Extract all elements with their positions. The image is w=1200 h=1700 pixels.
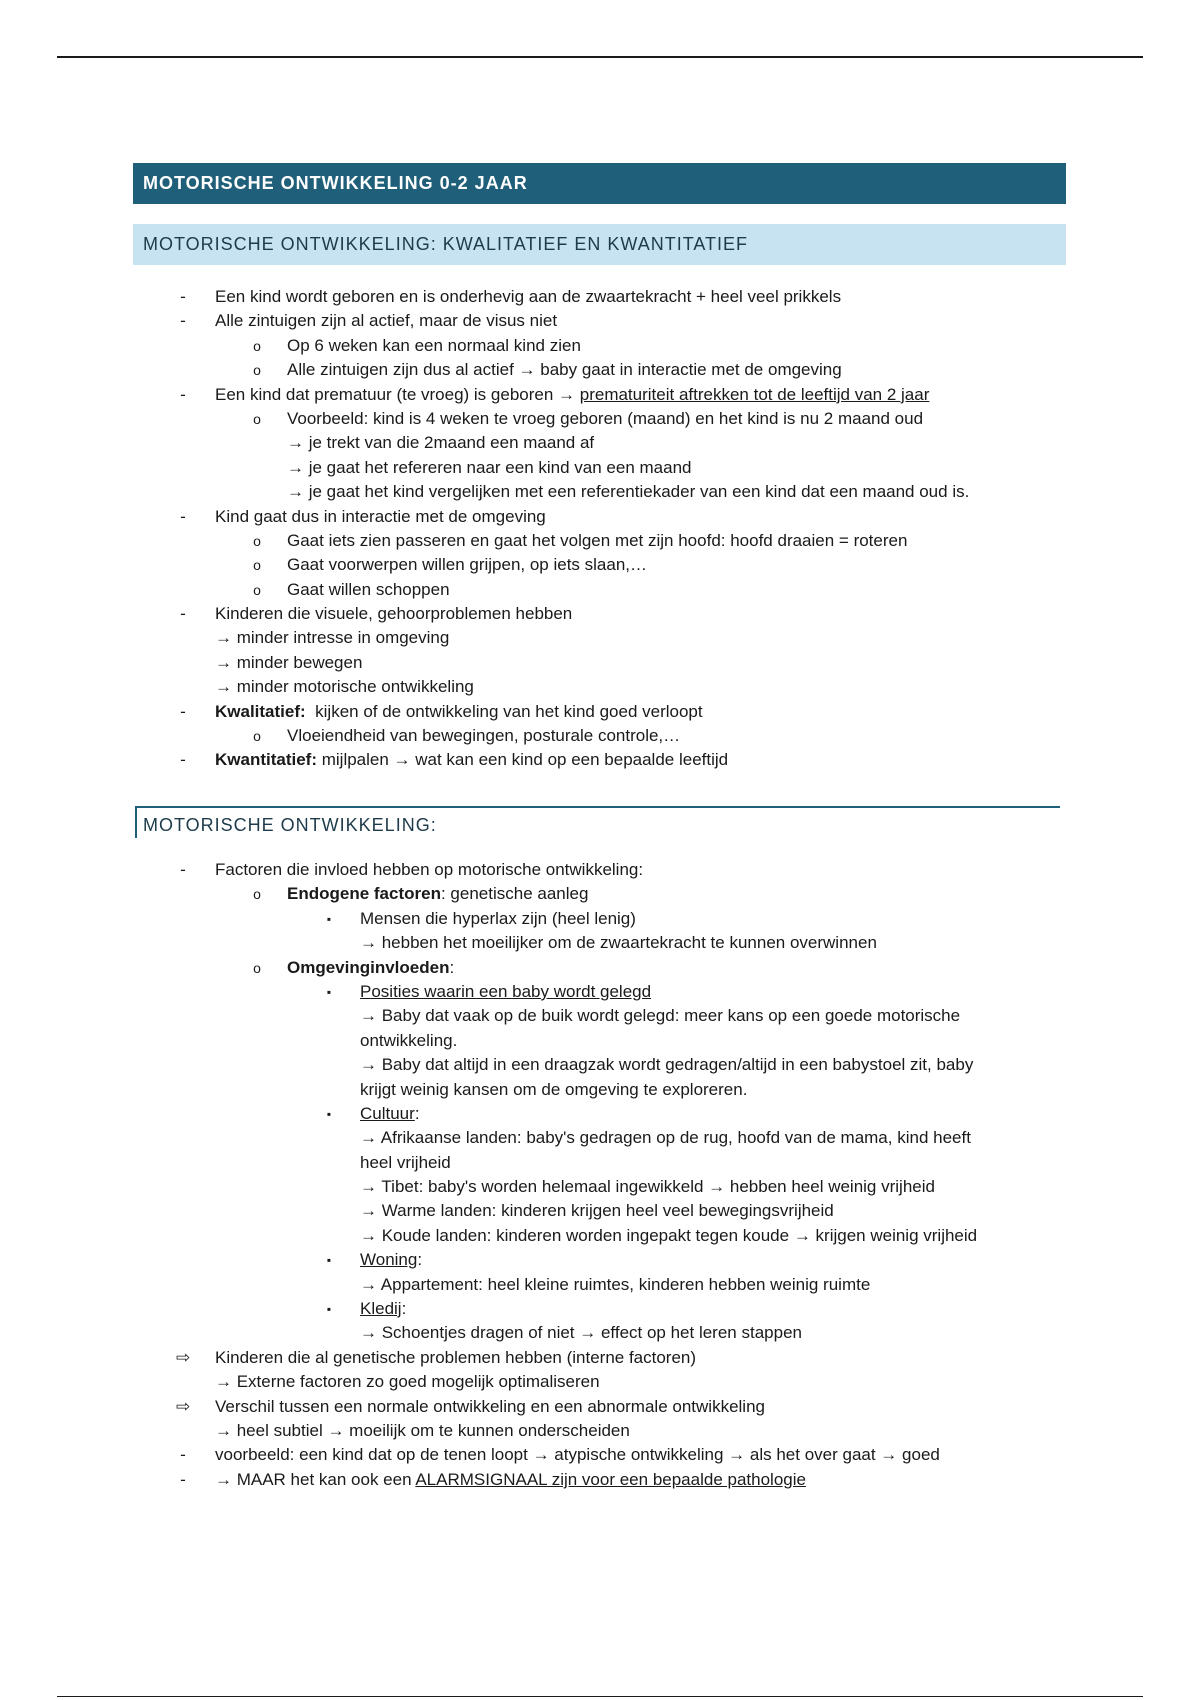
bullet-marker: ▪ <box>326 1302 332 1317</box>
list-item <box>0 553 1200 577</box>
text-span: : <box>417 1250 423 1270</box>
bottom-rule <box>57 1696 1143 1697</box>
text-span: → MAAR het kan ook een <box>215 1469 416 1489</box>
list-item <box>0 1395 1200 1419</box>
list-item-continuation <box>0 1029 1200 1053</box>
list-item <box>0 309 1200 333</box>
bullet-marker: o <box>253 581 261 598</box>
list-item-text <box>215 383 929 407</box>
list-item-continuation <box>0 1370 1200 1394</box>
list-item-continuation <box>0 1224 1200 1248</box>
bullet-marker: - <box>180 1469 186 1489</box>
text-span: kijken of de ontwikkeling van het kind goed verloopt <box>305 701 703 721</box>
list-item-continuation <box>0 1078 1200 1102</box>
list-item-continuation <box>0 1273 1200 1297</box>
list-item-text <box>360 1297 406 1321</box>
list-item-text: Alle zintuigen zijn al actief, maar de visus niet <box>215 311 558 331</box>
list-item <box>0 602 1200 626</box>
list-item-text: → minder bewegen <box>215 652 363 672</box>
list-item-continuation <box>0 480 1200 504</box>
list-item-text: Verschil tussen een normale ontwikkeling en een abnormale ontwikkeling <box>215 1396 765 1416</box>
section-heading-2: MOTORISCHE ONTWIKKELING: KWALITATIEF EN KWANTITATIEF <box>133 224 1066 265</box>
list-item-text: Een kind wordt geboren en is onderhevig aan de zwaartekracht + heel veel prikkels <box>215 287 842 306</box>
list-item-text <box>287 956 454 980</box>
text-span: Een kind dat prematuur (te vroeg) is geboren → <box>215 384 580 404</box>
list-item <box>0 980 1200 1004</box>
list-item-continuation <box>0 1126 1200 1150</box>
list-item-text: → Tibet: baby's worden helemaal ingewikkeld → hebben heel weinig vrijheid <box>360 1177 935 1197</box>
list-item-text: Vloeiendheid van bewegingen, posturale controle,… <box>287 726 681 746</box>
list-item-text: → hebben het moeilijker om de zwaartekracht te kunnen overwinnen <box>360 933 877 953</box>
list-item <box>0 700 1200 724</box>
underlined-text: Kledij <box>360 1299 402 1319</box>
bullet-marker: o <box>253 410 261 427</box>
list-item-text: Gaat iets zien passeren en gaat het volgen met zijn hoofd: hoofd draaien = roteren <box>287 530 908 550</box>
underlined-text: Woning <box>360 1250 418 1270</box>
list-item <box>0 1468 1200 1492</box>
list-item-text <box>360 1102 420 1126</box>
section-1-list <box>0 285 1200 773</box>
top-rule <box>57 56 1143 58</box>
bullet-marker: o <box>253 728 261 745</box>
bullet-marker: - <box>180 506 186 526</box>
bullet-marker: ▪ <box>326 1106 332 1121</box>
bullet-marker: o <box>253 886 261 903</box>
list-item-text: → je gaat het kind vergelijken met een referentiekader van een kind dat een maand oud is. <box>287 482 970 502</box>
list-item-text: → je trekt van die 2maand een maand af <box>287 433 595 453</box>
list-item-continuation <box>0 1199 1200 1223</box>
list-item-text: → Externe factoren zo goed mogelijk optimaliseren <box>215 1372 600 1392</box>
list-item-text <box>215 748 728 772</box>
bullet-marker: o <box>253 959 261 976</box>
list-item <box>0 285 1200 309</box>
bullet-marker: ▪ <box>326 984 332 999</box>
list-item <box>0 383 1200 407</box>
list-item-text <box>287 882 588 906</box>
list-item <box>0 358 1200 382</box>
list-item-text: Posities waarin een baby wordt gelegd <box>360 981 652 1001</box>
list-item-text: → Baby dat altijd in een draagzak wordt gedragen/altijd in een babystoel zit, baby <box>360 1055 974 1075</box>
list-item <box>0 1248 1200 1272</box>
list-item-continuation <box>0 931 1200 955</box>
bold-term: Kwantitatief: <box>215 750 317 770</box>
list-item <box>0 505 1200 529</box>
list-item-continuation <box>0 626 1200 650</box>
list-item-text: → minder intresse in omgeving <box>215 628 450 648</box>
list-item <box>0 1297 1200 1321</box>
list-item-continuation <box>0 431 1200 455</box>
underlined-text: prematuriteit aftrekken tot de leeftijd van 2 jaar <box>579 384 930 404</box>
list-item-continuation <box>0 675 1200 699</box>
list-item <box>0 407 1200 431</box>
underlined-text: Cultuur <box>360 1103 415 1123</box>
list-item-text <box>215 1468 806 1492</box>
list-item-text: Mensen die hyperlax zijn (heel lenig) <box>360 908 636 928</box>
list-item-text: Alle zintuigen zijn dus al actief → baby gaat in interactie met de omgeving <box>287 360 842 380</box>
list-item-text: → minder motorische ontwikkeling <box>215 677 474 697</box>
list-item-continuation <box>0 1151 1200 1175</box>
list-item-continuation <box>0 1053 1200 1077</box>
list-item <box>0 858 1200 882</box>
list-item <box>0 724 1200 748</box>
bullet-marker: - <box>180 860 186 879</box>
list-item <box>0 748 1200 772</box>
list-item-text: Op 6 weken kan een normaal kind zien <box>287 335 581 355</box>
text-span: : <box>414 1103 420 1123</box>
arrow-icon: ⇨ <box>176 1396 191 1416</box>
list-item-continuation <box>0 1004 1200 1028</box>
text-span: : <box>401 1299 407 1319</box>
bullet-marker: - <box>180 311 186 331</box>
list-item-text: Gaat willen schoppen <box>287 579 450 599</box>
bold-term: Endogene factoren <box>287 884 441 904</box>
list-item-text: → Warme landen: kinderen krijgen heel veel bewegingsvrijheid <box>360 1201 834 1221</box>
list-item-text: → Baby dat vaak op de buik wordt gelegd: meer kans op een goede motorische <box>360 1006 961 1026</box>
bullet-marker: - <box>180 287 186 306</box>
text-span: : <box>449 957 455 977</box>
list-item-text: voorbeeld: een kind dat op de tenen loopt → atypische ontwikkeling → als het over gaat → goed <box>215 1445 940 1465</box>
list-item-text: Kinderen die visuele, gehoorproblemen hebben <box>215 604 573 624</box>
section-2-list <box>0 858 1200 1492</box>
text-span: mijlpalen → wat kan een kind op een bepaalde leeftijd <box>317 750 729 770</box>
list-item-text: → je gaat het refereren naar een kind van een maand <box>287 457 692 477</box>
bullet-marker: - <box>180 701 186 721</box>
list-item <box>0 334 1200 358</box>
list-item-text <box>360 1248 422 1272</box>
list-item-continuation <box>0 1419 1200 1443</box>
bullet-marker: o <box>253 337 261 354</box>
list-item-text: ontwikkeling. <box>360 1030 458 1050</box>
list-item-text: heel vrijheid <box>360 1152 451 1172</box>
list-item-continuation <box>0 456 1200 480</box>
bullet-marker: ▪ <box>326 911 332 926</box>
list-item-continuation <box>0 1175 1200 1199</box>
section-heading-3: MOTORISCHE ONTWIKKELING: <box>135 806 1060 838</box>
underlined-text: ALARMSIGNAAL zijn voor een bepaalde pathologie <box>415 1469 806 1489</box>
list-item <box>0 907 1200 931</box>
list-item-text: Kind gaat dus in interactie met de omgeving <box>215 506 546 526</box>
list-item-text: → Schoentjes dragen of niet → effect op het leren stappen <box>360 1323 802 1343</box>
bullet-marker: o <box>253 557 261 574</box>
list-item-continuation <box>0 651 1200 675</box>
list-item-text: Kinderen die al genetische problemen hebben (interne factoren) <box>215 1347 697 1367</box>
bullet-marker: - <box>180 750 186 770</box>
list-item-text: → Afrikaanse landen: baby's gedragen op de rug, hoofd van de mama, kind heeft <box>360 1128 971 1148</box>
list-item <box>0 529 1200 553</box>
list-item-continuation <box>0 1321 1200 1345</box>
bullet-marker: o <box>253 362 261 379</box>
list-item <box>0 1443 1200 1467</box>
bullet-marker: - <box>180 1445 186 1465</box>
list-item <box>0 1346 1200 1370</box>
text-span: : genetische aanleg <box>440 884 589 904</box>
section-heading-1: MOTORISCHE ONTWIKKELING 0-2 JAAR <box>133 163 1066 204</box>
list-item <box>0 882 1200 906</box>
bullet-marker: ▪ <box>326 1253 332 1268</box>
bold-term: Omgevinginvloeden <box>287 957 450 977</box>
list-item <box>0 956 1200 980</box>
list-item-text: Gaat voorwerpen willen grijpen, op iets slaan,… <box>287 555 648 575</box>
list-item-text: → Koude landen: kinderen worden ingepakt tegen koude → krijgen weinig vrijheid <box>360 1225 978 1245</box>
list-item <box>0 1102 1200 1126</box>
arrow-icon: ⇨ <box>176 1347 191 1367</box>
list-item-text: Factoren die invloed hebben op motorische ontwikkeling: <box>215 860 644 879</box>
bullet-marker: - <box>180 384 186 404</box>
bold-term: Kwalitatief: <box>215 701 306 721</box>
list-item-text: krijgt weinig kansen om de omgeving te exploreren. <box>360 1079 748 1099</box>
list-item <box>0 578 1200 602</box>
list-item-text <box>215 700 703 724</box>
list-item-text: Voorbeeld: kind is 4 weken te vroeg geboren (maand) en het kind is nu 2 maand oud <box>287 408 924 428</box>
bullet-marker: - <box>180 604 186 624</box>
bullet-marker: o <box>253 532 261 549</box>
list-item-text: → Appartement: heel kleine ruimtes, kinderen hebben weinig ruimte <box>360 1274 871 1294</box>
list-item-text: → heel subtiel → moeilijk om te kunnen onderscheiden <box>215 1420 630 1440</box>
